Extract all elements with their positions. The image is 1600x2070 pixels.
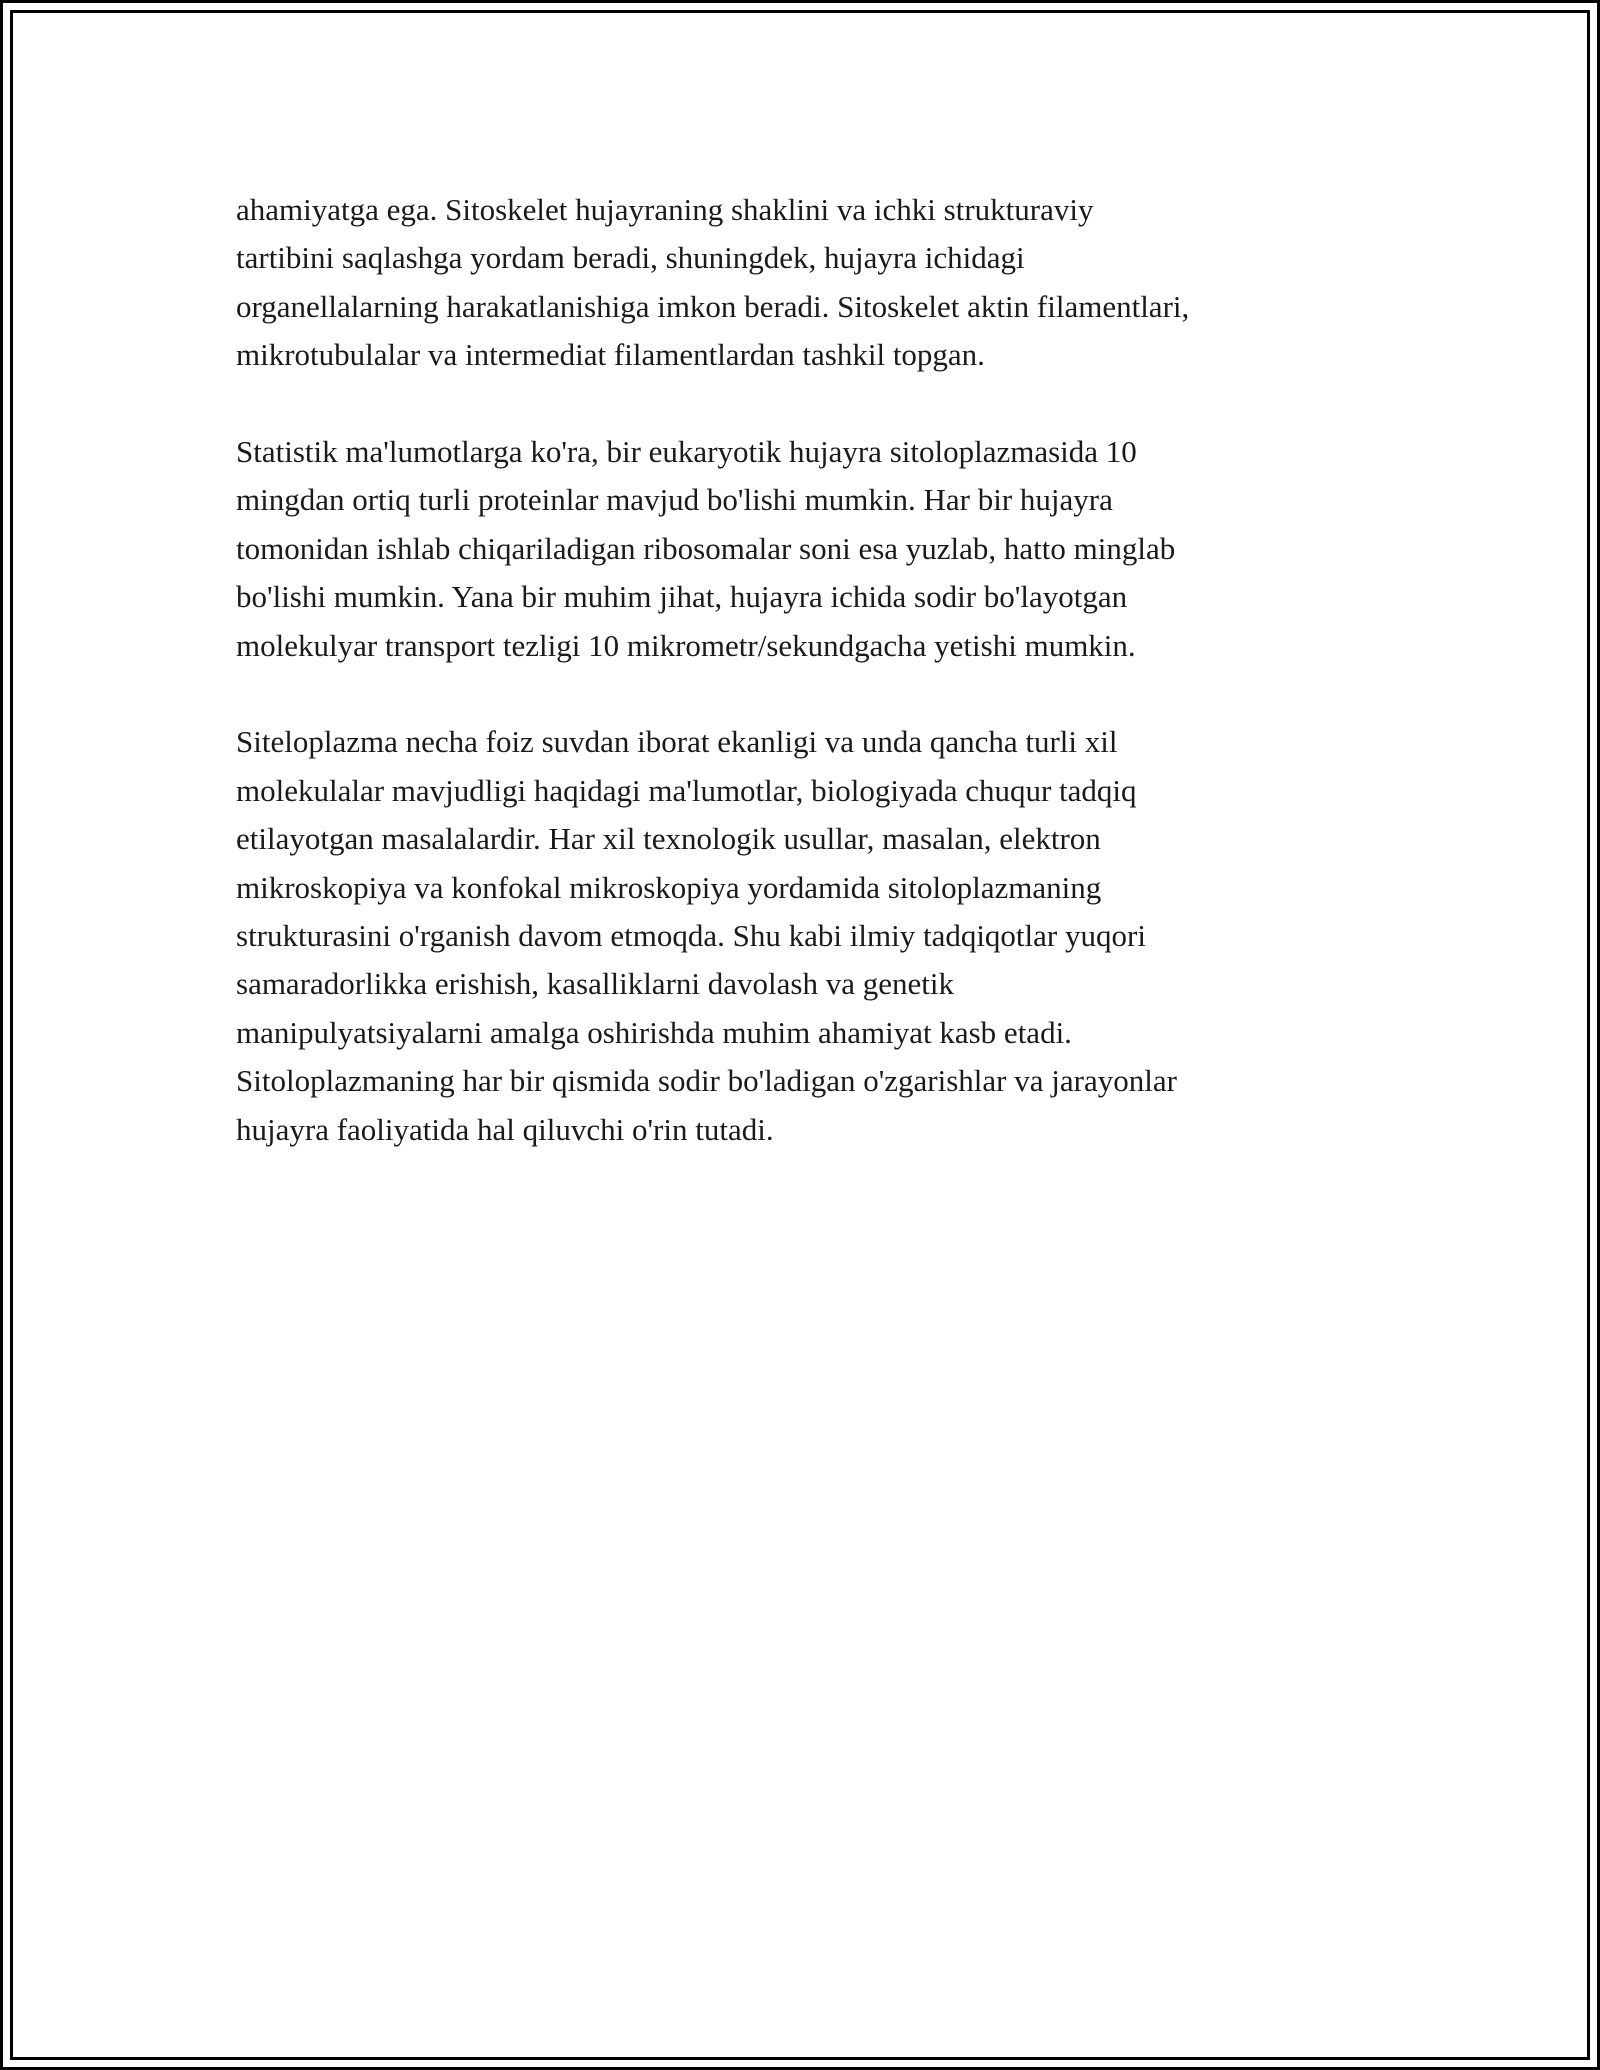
- text-line: mingdan ortiq turli proteinlar mavjud bo'lishi mumkin. Har bir hujayra: [236, 482, 1113, 518]
- text-line: molekulyar transport tezligi 10 mikrometr/sekundgacha yetishi mumkin.: [236, 627, 1136, 663]
- text-line: strukturasini o'rganish davom etmoqda. Shu kabi ilmiy tadqiqotlar yuqori: [236, 918, 1146, 954]
- text-line: Sitoloplazmaning har bir qismida sodir bo'ladigan o'zgarishlar va jarayonlar: [236, 1063, 1177, 1099]
- text-line: samaradorlikka erishish, kasalliklarni davolash va genetik: [236, 966, 954, 1002]
- text-line: ahamiyatga ega. Sitoskelet hujayraning shaklini va ichki strukturaviy: [236, 192, 1094, 227]
- text-line: etilayotgan masalalardir. Har xil texnologik usullar, masalan, elektron: [236, 821, 1101, 857]
- text-line: bo'lishi mumkin. Yana bir muhim jihat, hujayra ichida sodir bo'layotgan: [236, 579, 1128, 615]
- text-line: mikroskopiya va konfokal mikroskopiya yordamida sitoloplazmaning: [236, 869, 1102, 905]
- text-line: Statistik ma'lumotlarga ko'ra, bir eukaryotik hujayra sitoloplazmasida 10: [236, 434, 1137, 470]
- paragraph-1: [236, 186, 1416, 380]
- paragraph-2: [236, 428, 1416, 670]
- page-body: [236, 186, 1416, 1154]
- text-line: tartibini saqlashga yordam beradi, shuningdek, hujayra ichidagi: [236, 240, 1025, 276]
- text-line: molekulalar mavjudligi haqidagi ma'lumotlar, biologiyada chuqur tadqiq: [236, 772, 1137, 808]
- text-line: manipulyatsiyalarni amalga oshirishda muhim ahamiyat kasb etadi.: [236, 1014, 1072, 1050]
- text-line: Siteloplazma necha foiz suvdan iborat ekanligi va unda qancha turli xil: [236, 724, 1118, 760]
- text-line: tomonidan ishlab chiqariladigan ribosomalar soni esa yuzlab, hatto minglab: [236, 530, 1176, 566]
- text-line: mikrotubulalar va intermediat filamentlardan tashkil topgan.: [236, 337, 985, 373]
- text-line: organellalarning harakatlanishiga imkon beradi. Sitoskelet aktin filamentlari,: [236, 288, 1190, 324]
- text-line: hujayra faoliyatida hal qiluvchi o'rin tutadi.: [236, 1111, 774, 1147]
- paragraph-3: [236, 718, 1416, 1154]
